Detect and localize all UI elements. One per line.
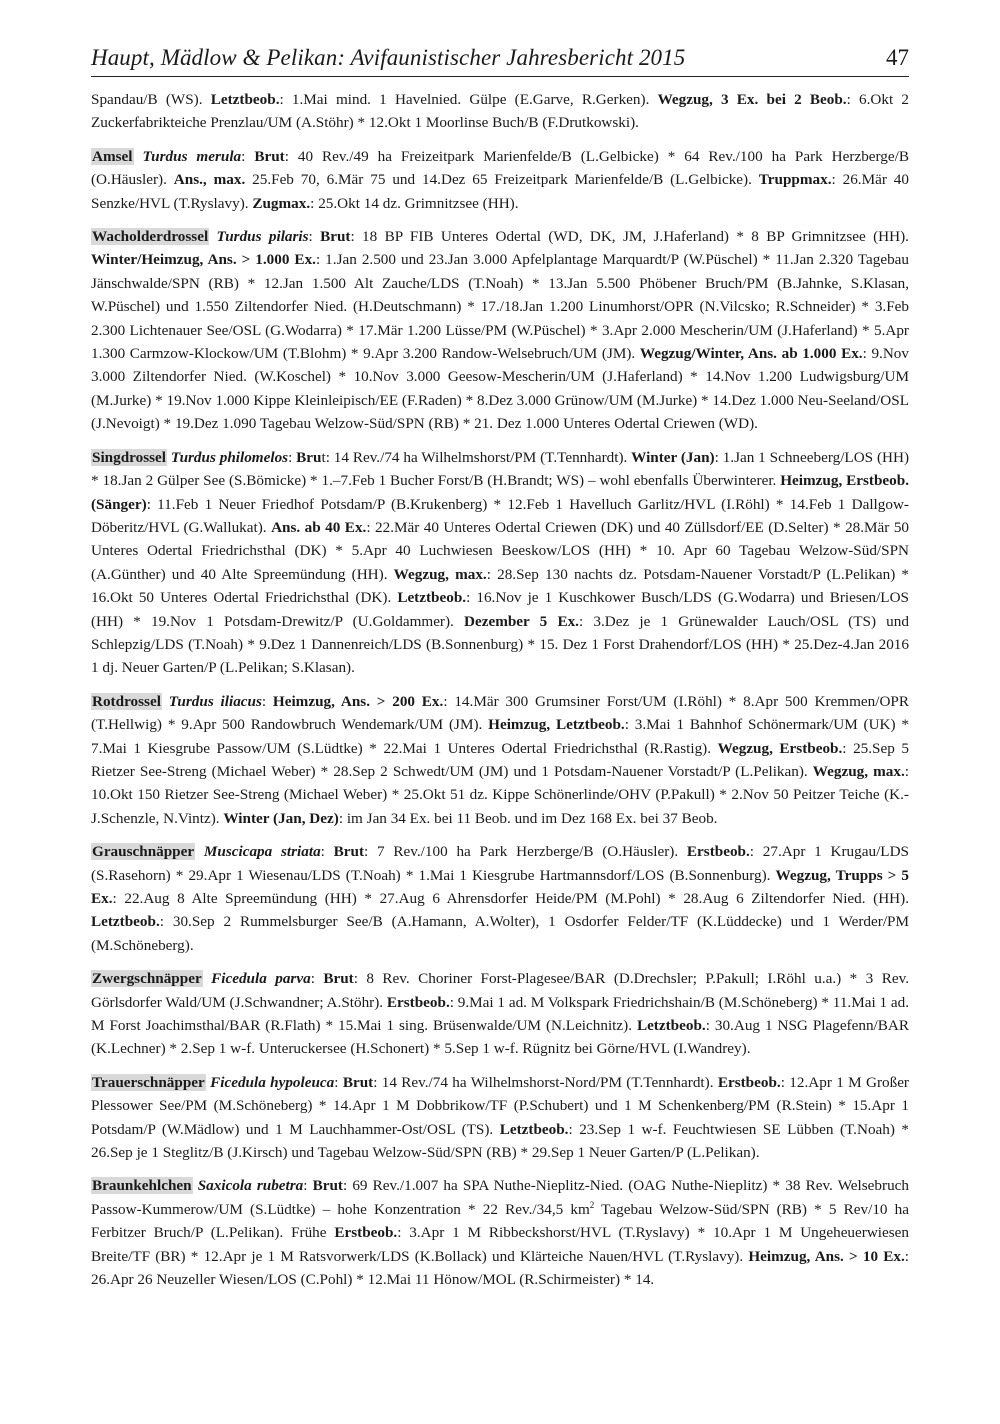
bold-label: Winter/Heimzug, Ans. > 1.000 Ex. [91, 251, 316, 269]
text-run: : 25.Sep 5 Rietzer See-Streng (Michael Weber) * 28.Sep 2 Schwedt/UM (JM) und 1 Potsdam-Nauener Vorstadt/P (L.Pelikan). [91, 739, 909, 780]
species-entry-grauschnaepper [91, 840, 909, 957]
text-run: : 26.Mär 40 Senzke/HVL (T.Ryslavy). [91, 171, 909, 212]
text-run: : 69 Rev./1.007 ha SPA Nuthe-Nieplitz-Nied. (OAG Nuthe-Nieplitz) * 38 Rev. Welsebruch Passow-Kummerow/UM (S.Lüdtke) – hohe Konzentration * 22 Rev./34,5 km [91, 1177, 909, 1218]
bold-label: Letztbeob. [499, 1120, 569, 1138]
bold-label: Brut [320, 228, 351, 246]
text-run [162, 693, 169, 710]
bold-label: Brut [333, 843, 365, 861]
species-entry-zwergschnaepper [91, 967, 909, 1061]
species-entry-rotdrossel [91, 690, 909, 830]
text-run: : 1.Mai mind. 1 Havelnied. Gülpe (E.Garve, R.Gerken). [279, 91, 658, 108]
text-run: : [288, 448, 297, 466]
text-run: : 9.Nov 3.000 Ziltendorfer Nied. (W.Koschel) * 10.Nov 3.000 Geesow-Mescherin/UM (J.Haferland) * 14.Nov 1.200 Ludwigsburg/UM (M.Jurke) * 19.Nov 1.000 Kippe Kleinleipisch/EE (F.Raden) * 8.Dez 3.000 Grünow/UM (M.Jurke) * 14.Dez 1.000 Neu-Seeland/OSL (J.Nevoigt) * 19.Dez 1.090 Tagebau Welzow-Süd/SPN (RB) * 21. Dez 1.000 Unteres Odertal Criewen (WD). [91, 345, 909, 433]
text-run: : [310, 970, 324, 988]
text-run: : 7 Rev./100 ha Park Herzberge/B (O.Häusler). [364, 843, 687, 861]
bold-label: Wegzug, Erstbeob. [717, 739, 843, 757]
text-run: : [308, 228, 321, 246]
bold-label: Brut [312, 1177, 343, 1195]
text-run: : 40 Rev./49 ha Freizeitpark Marienfelde/B (L.Gelbicke) * 64 Rev./100 ha Park Herzberge/B (O.Häusler). [91, 147, 909, 189]
scientific-name: Turdus philomelos [170, 448, 289, 466]
text-run: : [241, 147, 255, 165]
scientific-name: Saxicola rubetra [197, 1177, 304, 1195]
text-run: : 8 Rev. Choriner Forst-Plagesee/BAR (D.Drechsler; P.Pakull; I.Röhl u.a.) * 3 Rev. Görlsdorfer Wald/UM (J.Schwandner; A.Stöhr). [91, 970, 909, 1011]
text-run: : 12.Apr 1 M Großer Plessower See/PM (M.Schöneberg) * 14.Apr 1 M Dobbrikow/TF (P.Schubert) und 1 M Schenkenberg/PM (R.Stein) * 15.Apr 1 Potsdam/P (W.Mädlow) und 1 M Lauchhammer-Ost/OSL (TS). [91, 1073, 909, 1138]
text-run: : 14.Mär 300 Grumsiner Forst/UM (I.Röhl) * 8.Apr 500 Kremmen/OPR (T.Hellwig) * 9.Apr 500 Randowbruch Wendemark/UM (JM). [91, 692, 910, 734]
text-run: : 1.Jan 2.500 und 23.Jan 3.000 Apfelplantage Marquardt/P (W.Püschel) * 11.Jan 2.320 Tagebau Jänschwalde/SPN (RB) * 12.Jan 1.500 Alt Zauche/LDS (T.Noah) * 13.Jan 5.500 Phöbener Bruch/PM (B.Jahnke, S.Klasan, W.Püschel) und 1.550 Ziltendorfer Nied. (H.Deutschmann) * 17./18.Jan 1.200 Linumhorst/OPR (N.Vilcsko; R.Schneider) * 3.Feb 2.300 Lichtenauer See/OSL (G.Wodarra) * 17.Mär 1.200 Lüsse/PM (W.Püschel) * 3.Apr 2.000 Mescherin/UM (J.Haferland) * 5.Apr 1.300 Carmzow-Klockow/UM (T.Blohm) * 9.Apr 3.200 Randow-Welsebruch/UM (JM). [91, 251, 909, 363]
text-run: : [334, 1073, 343, 1091]
bold-label: Ans., max. [173, 171, 246, 189]
text-run: : 30.Aug 1 NSG Plagefenn/BAR (K.Lechner) * 2.Sep 1 w-f. Unteruckersee (H.Schonert) * 5.Sep 1 w-f. Rügnitz bei Görne/HVL (I.Wandrey). [91, 1017, 909, 1058]
text-run [195, 843, 204, 860]
text-run [209, 228, 216, 245]
text-run: : 18 BP FIB Unteres Odertal (WD, DK, JM, J.Haferland) * 8 BP Grimnitzsee (HH). [350, 228, 909, 246]
bold-label: Letztbeob. [91, 913, 160, 931]
bold-label: Zugmax. [252, 194, 311, 212]
text-run: Spandau/B (WS). [91, 91, 211, 108]
text-run: : [303, 1177, 313, 1195]
text-run: : 3.Dez je 1 Grünewalder Lauch/OSL (TS) und Schlepzig/LDS (T.Noah) * 9.Dez 1 Dannenreich/LDS (B.Sonnenburg) * 15. Dez 1 Forst Drahendorf/LOS (HH) * 25.Dez-4.Jan 2016 1 dj. Neuer Garten/P (L.Pelikan; S.Klasan). [91, 612, 909, 677]
running-title: Haupt, Mädlow & Pelikan: Avifaunistischer Jahresbericht 2015 [91, 45, 686, 70]
page-number: 47 [886, 45, 909, 70]
species-name: Amsel [92, 147, 133, 165]
text-run: : 6.Okt 2 Zuckerfabrikteiche Prenzlau/UM (A.Stöhr) * 12.Okt 1 Moorlinse Buch/B (F.Drutkowski). [91, 91, 909, 132]
scientific-name: Turdus pilaris [216, 228, 309, 246]
bold-label: Wegzug, Trupps > 5 Ex. [91, 866, 909, 907]
text-run: : 3.Mai 1 Bahnhof Schönermark/UM (UK) * 7.Mai 1 Kiesgrube Passow/UM (S.Lüdtke) * 22.Mai 1 Unteres Odertal Friedrichsthal (R.Rastig). [91, 716, 910, 757]
text-run: : 28.Sep 130 nachts dz. Potsdam-Nauener Vorstadt/P (L.Pelikan) * 16.Okt 50 Unteres Odertal Friedrichsthal (DK). [91, 565, 909, 607]
text-run: Tagebau Welzow-Süd/SPN (RB) * 5 Rev/10 ha Ferbitzer Bruch/P (L.Pelikan). Frühe [91, 1200, 909, 1242]
bold-label: Erstbeob. [386, 993, 450, 1011]
bold-label: Winter (Jan) [631, 448, 715, 466]
bold-label: Erstbeob. [334, 1224, 398, 1242]
bold-label: Letztbeob. [636, 1017, 706, 1035]
text-run: : 30.Sep 2 Rummelsburger See/B (A.Hamann, A.Wolter), 1 Osdorfer Felder/TF (K.Lüddecke) und 1 Werder/PM (M.Schöneberg). [91, 913, 909, 954]
bold-label: Wegzug/Winter, Ans. ab 1.000 Ex. [639, 345, 863, 363]
bold-label: Erstbeob. [717, 1073, 781, 1091]
scientific-name: Ficedula parva [211, 970, 311, 988]
bold-label: Wegzug, 3 Ex. bei 2 Beob. [657, 91, 847, 108]
text-run: : 22.Aug 8 Alte Spreemündung (HH) * 27.Aug 6 Ahrensdorfer Heide/PM (M.Pohl) * 28.Aug 6 Ziltendorfer Nied. (HH). [112, 890, 909, 907]
species-name: Rotdrossel [92, 692, 161, 710]
page-body [91, 88, 909, 1302]
superscript: 2 [589, 1199, 595, 1210]
page-header [91, 36, 909, 77]
paragraph-spandau-continuation [91, 88, 909, 135]
bold-label: Brut [323, 970, 354, 988]
bold-label: Letztbeob. [210, 91, 280, 108]
text-run: : 16.Nov je 1 Kuschkower Busch/LDS (G.Wodarra) und Briesen/LOS (HH) * 19.Nov 1 Potsdam-Drewitz/P (U.Goldammer). [91, 589, 909, 630]
bold-label: Bru [296, 448, 322, 466]
text-run: t: 14 Rev./74 ha Wilhelmshorst/PM (T.Tennhardt). [321, 448, 632, 466]
bold-label: Wegzug, max. [393, 565, 487, 583]
species-name: Wacholderdrossel [92, 228, 209, 246]
bold-label: Ans. ab 40 Ex. [271, 518, 367, 536]
bold-label: Erstbeob. [686, 843, 750, 861]
species-entry-singdrossel [91, 446, 909, 680]
text-run: : 3.Apr 1 M Ribbeckshorst/HVL (T.Ryslavy) * 10.Apr 1 M Ungeheuerwiesen Breite/TF (BR) * 12.Apr je 1 M Ratsvorwerk/LDS (K.Bollack) und Klärteiche Nauen/HVL (T.Ryslavy). [91, 1224, 910, 1265]
text-run: : 27.Apr 1 Krugau/LDS (S.Rasehorn) * 29.Apr 1 Wiesenau/LDS (T.Noah) * 1.Mai 1 Kiesgrube Hartmannsdorf/LOS (B.Sonnenburg). [91, 843, 909, 884]
text-run [203, 970, 211, 987]
text-run: : 25.Okt 14 dz. Grimnitzsee (HH). [310, 194, 519, 212]
text-run: : 1.Jan 1 Schneeberg/LOS (HH) * 18.Jan 2 Gülper See (S.Bömicke) * 1.–7.Feb 1 Bucher Forst/B (H.Brandt; WS) – wohl ebenfalls Überwinterer. [91, 448, 910, 490]
text-run: : 9.Mai 1 ad. M Volkspark Friedrichshain/B (M.Schöneberg) * 11.Mai 1 ad. M Forst Joachimsthal/BAR (R.Flath) * 15.Mai 1 sing. Brüsenwalde/UM (N.Leichnitz). [91, 993, 910, 1035]
species-entry-wacholderdrossel [91, 225, 909, 436]
species-entry-amsel [91, 145, 909, 215]
bold-label: Wegzug, max. [812, 762, 905, 780]
species-name: Trauerschnäpper [92, 1073, 205, 1091]
bold-label: Letztbeob. [397, 589, 467, 607]
bold-label: Heimzug, Ans. > 200 Ex. [272, 692, 444, 710]
text-run: : 10.Okt 150 Rietzer See-Streng (Michael Weber) * 25.Okt 51 dz. Kippe Schönerlinde/OHV (P.Pakull) * 2.Nov 50 Peitzer Teiche (K.-J.Schenzle, N.Vintz). [91, 762, 909, 827]
text-run: : 26.Apr 26 Neuzeller Wiesen/LOS (C.Pohl) * 12.Mai 11 Hönow/MOL (R.Schirmeister) * 14. [91, 1247, 909, 1289]
text-run: : im Jan 34 Ex. bei 11 Beob. und im Dez 168 Ex. bei 37 Beob. [338, 809, 718, 827]
text-run: : [261, 692, 273, 710]
bold-label: Winter (Jan, Dez) [223, 809, 339, 827]
species-entry-braunkehlchen [91, 1174, 909, 1291]
text-run: : 23.Sep 1 w-f. Feuchtwiesen SE Lübben (T.Noah) * 26.Sep je 1 Steglitz/B (J.Kirsch) und Tagebau Welzow-Süd/SPN (RB) * 29.Sep 1 Neuer Garten/P (L.Pelikan). [91, 1120, 910, 1162]
text-run: : 11.Feb 1 Neuer Friedhof Potsdam/P (B.Krukenberg) * 12.Feb 1 Havelluch Garlitz/HVL (I.Röhl) * 14.Feb 1 Dallgow-Döberitz/HVL (G.Wallukat). [91, 495, 909, 536]
text-run: : [320, 843, 334, 861]
bold-label: Brut [254, 147, 285, 165]
bold-label: Dezember 5 Ex. [464, 612, 579, 630]
scientific-name: Turdus iliacus [168, 692, 262, 710]
species-entry-trauerschnaepper [91, 1071, 909, 1165]
species-name: Grauschnäpper [92, 843, 195, 861]
bold-label: Heimzug, Letztbeob. [488, 716, 625, 734]
bold-label: Brut [342, 1073, 374, 1091]
bold-label: Heimzug, Ans. > 10 Ex. [748, 1247, 905, 1265]
bold-label: Truppmax. [758, 171, 832, 189]
scientific-name: Turdus merula [142, 147, 242, 165]
scientific-name: Ficedula hypoleuca [210, 1073, 335, 1091]
species-name: Zwergschnäpper [92, 970, 202, 988]
text-run: : 22.Mär 40 Unteres Odertal Criewen (DK) und 40 Züllsdorf/EE (D.Selter) * 28.Mär 50 Unteres Odertal Friedrichsthal (DK) * 5.Apr 40 Luchwiesen Beeskow/LOS (HH) * 10. Apr 60 Tagebau Welzow-Süd/SPN (A.Günther) und 40 Alte Spreemündung (HH). [91, 518, 910, 583]
scientific-name: Muscicapa striata [203, 843, 321, 861]
species-name: Braunkehlchen [92, 1177, 192, 1195]
bold-label: Heimzug, Erstbeob. (Sänger) [91, 472, 909, 513]
text-run: 25.Feb 70, 6.Mär 75 und 14.Dez 65 Freizeitpark Marienfelde/B (L.Gelbicke). [245, 171, 759, 189]
species-name: Singdrossel [92, 448, 166, 466]
text-run: : 14 Rev./74 ha Wilhelmshorst-Nord/PM (T.Tennhardt). [373, 1073, 718, 1091]
